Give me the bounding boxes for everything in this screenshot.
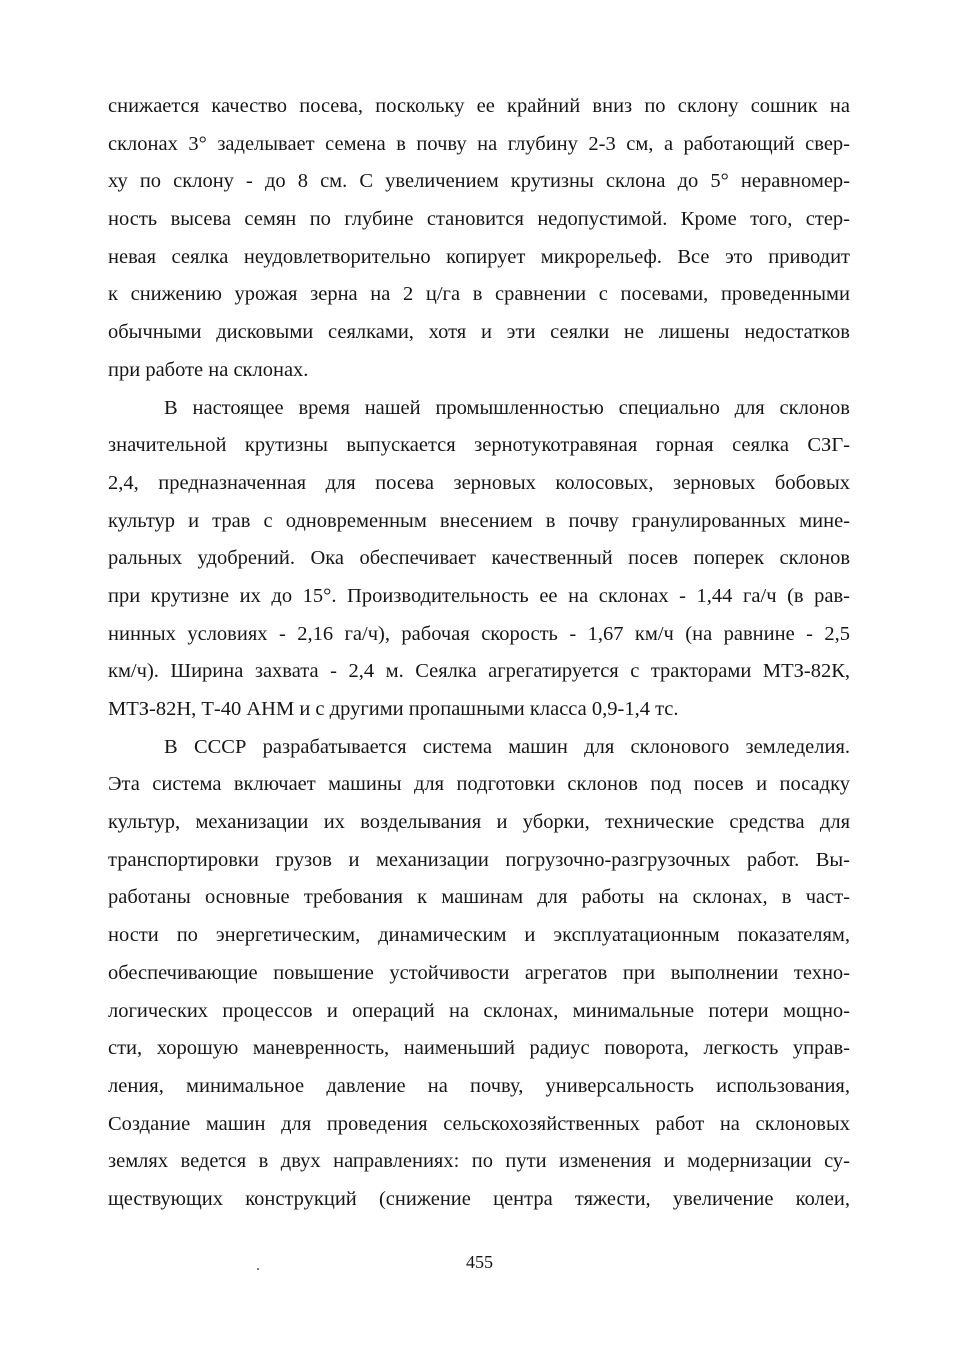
text-line: транспортировки грузов и механизации погрузочно-разгрузочных работ. Вы- [108,848,850,871]
text-line: ральных удобрений. Ока обеспечивает качественный посев поперек склонов [108,547,850,570]
text-line: МТЗ-82Н, Т-40 АНМ и с другими пропашными класса 0,9-1,4 тс. [108,698,679,720]
text-line: работаны основные требования к машинам для работы на склонах, в част- [108,886,850,909]
text-line: ществующих конструкций (снижение центра тяжести, увеличение колеи, [108,1187,850,1210]
text-line: км/ч). Ширина захвата - 2,4 м. Сеялка агрегатируется с тракторами МТЗ-82К, [108,660,850,683]
text-line: Создание машин для проведения сельскохозяйственных работ на склоновых [108,1112,850,1135]
text-line: землях ведется в двух направлениях: по пути изменения и модернизации су- [108,1150,850,1173]
text-line: 2,4, предназначенная для посева зерновых колосовых, зерновых бобовых [108,471,850,494]
text-line: ления, минимальное давление на почву, универсальность использования, [108,1074,850,1097]
text-line: сти, хорошую маневренность, наименьший радиус поворота, легкость управ- [108,1037,850,1060]
page-number: 455 [466,1252,493,1272]
text-line: ность высева семян по глубине становится недопустимой. Кроме того, стер- [108,208,850,231]
text-line: значительной крутизны выпускается зернотукотравяная горная сеялка СЗГ- [108,434,850,457]
text-line: обычными дисковыми сеялками, хотя и эти сеялки не лишены недостатков [108,321,850,344]
text-line: обеспечивающие повышение устойчивости агрегатов при выполнении техно- [108,961,850,984]
body-text [108,88,850,1219]
text-line: В СССР разрабатывается система машин для склонового земледелия. [164,735,850,758]
text-line: В настоящее время нашей промышленностью специально для склонов [164,396,850,419]
paragraph-2 [108,390,850,729]
text-line: склонах 3° заделывает семена в почву на глубину 2-3 см, а работающий свер- [108,132,850,155]
text-line: нинных условиях - 2,16 га/ч), рабочая скорость - 1,67 км/ч (на равнине - 2,5 [108,622,850,645]
text-line: культур, механизации их возделывания и уборки, технические средства для [108,811,850,834]
text-line: при работе на склонах. [108,358,309,381]
text-line: невая сеялка неудовлетворительно копирует микрорельеф. Все это приводит [108,245,850,268]
paragraph-1 [108,88,850,390]
text-line: ности по энергетическим, динамическим и эксплуатационным показателям, [108,924,850,947]
text-line: ху по склону - до 8 см. С увеличением крутизны склона до 5° неравномер- [108,170,850,193]
text-line: снижается качество посева, поскольку ее крайний вниз по склону сошник на [108,95,850,117]
paragraph-3 [108,729,850,1219]
text-line: культур и трав с одновременным внесением в почву гранулированных мине- [108,509,850,532]
text-line: к снижению урожая зерна на 2 ц/га в сравнении с посевами, проведенными [108,283,850,306]
text-line: при крутизне их до 15°. Производительность ее на склонах - 1,44 га/ч (в рав- [108,584,850,607]
text-line: Эта система включает машины для подготовки склонов под посев и посадку [108,773,850,796]
text-line: логических процессов и операций на склонах, минимальные потери мощно- [108,999,850,1022]
